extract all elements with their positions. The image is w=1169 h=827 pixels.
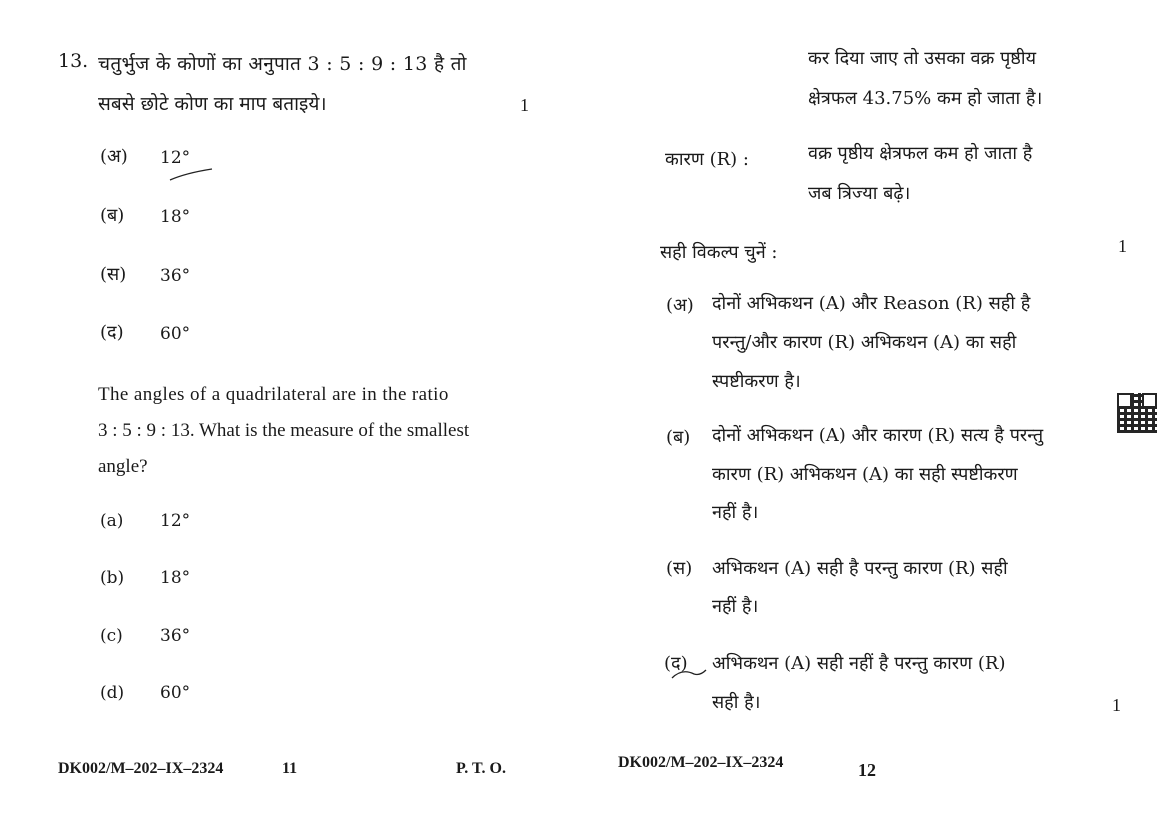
reason-line1: वक्र पृष्ठीय क्षेत्रफल कम हो जाता है — [808, 143, 1033, 164]
question-hindi-line1: चतुर्भुज के कोणों का अनुपात 3 : 5 : 9 : 13 है तो — [98, 53, 467, 75]
choose-label: सही विकल्प चुनें : — [660, 242, 778, 263]
option-a-line1: दोनों अभिकथन (A) और Reason (R) सही है — [712, 293, 1031, 314]
reason-line2: जब त्रिज्या बढ़े। — [808, 183, 911, 204]
option-d-label: (द) — [664, 653, 688, 674]
hindi-option-a-label: (अ) — [100, 146, 128, 167]
option-a-line3: स्पष्टीकरण है। — [712, 371, 801, 392]
footer-page-right: 12 — [858, 760, 876, 780]
assertion-cont-line1: कर दिया जाए तो उसका वक्र पृष्ठीय — [808, 48, 1037, 69]
english-option-b-label: (b) — [100, 568, 125, 588]
reason-label: कारण (R) : — [665, 149, 749, 170]
question-english-line1: The angles of a quadrilateral are in the ratio — [98, 384, 449, 405]
question-marks: 1 — [520, 95, 529, 115]
english-option-d-label: (d) — [100, 683, 125, 703]
footer-page-left: 11 — [282, 760, 298, 777]
hindi-option-b-label: (ब) — [100, 205, 125, 226]
question-number: 13. — [58, 50, 89, 72]
choose-marks: 1 — [1118, 236, 1127, 256]
option-c-line1: अभिकथन (A) सही है परन्तु कारण (R) सही — [712, 558, 1008, 579]
footer-code-left: DK002/M–202–IX–2324 — [58, 760, 224, 777]
option-a-label: (अ) — [666, 295, 694, 316]
english-option-d-value: 60° — [160, 683, 191, 703]
hindi-option-d-label: (द) — [100, 322, 124, 343]
question-english-line3: angle? — [98, 456, 148, 477]
english-option-a-value: 12° — [160, 511, 191, 531]
english-option-b-value: 18° — [160, 568, 191, 588]
hindi-option-c-label: (स) — [100, 264, 127, 285]
assertion-cont-line2: क्षेत्रफल 43.75% कम हो जाता है। — [808, 88, 1043, 109]
option-d-line2: सही है। — [712, 692, 761, 713]
option-c-line2: नहीं है। — [712, 596, 759, 617]
option-d-line1: अभिकथन (A) सही नहीं है परन्तु कारण (R) — [712, 653, 1006, 674]
option-b-line2: कारण (R) अभिकथन (A) का सही स्पष्टीकरण — [712, 464, 1018, 485]
option-b-line3: नहीं है। — [712, 502, 759, 523]
hindi-option-a-value: 12° — [160, 148, 191, 168]
footer-pto: P. T. O. — [456, 760, 506, 777]
english-option-a-label: (a) — [100, 511, 124, 531]
option-b-line1: दोनों अभिकथन (A) और कारण (R) सत्य है परन्तु — [712, 425, 1044, 446]
hindi-option-d-value: 60° — [160, 324, 191, 344]
hindi-option-b-value: 18° — [160, 207, 191, 227]
question-hindi-line2: सबसे छोटे कोण का माप बताइये। — [98, 93, 327, 115]
qr-code-icon — [1117, 393, 1157, 433]
hindi-option-c-value: 36° — [160, 266, 191, 286]
option-a-line2: परन्तु/और कारण (R) अभिकथन (A) का सही — [712, 332, 1017, 353]
question-english-line2: 3 : 5 : 9 : 13. What is the measure of the smallest — [98, 420, 470, 441]
option-d-marks: 1 — [1112, 695, 1121, 715]
english-option-c-value: 36° — [160, 626, 191, 646]
option-b-label: (ब) — [666, 427, 691, 448]
english-option-c-label: (c) — [100, 626, 123, 646]
footer-code-right: DK002/M–202–IX–2324 — [618, 754, 784, 771]
option-c-label: (स) — [666, 558, 693, 579]
